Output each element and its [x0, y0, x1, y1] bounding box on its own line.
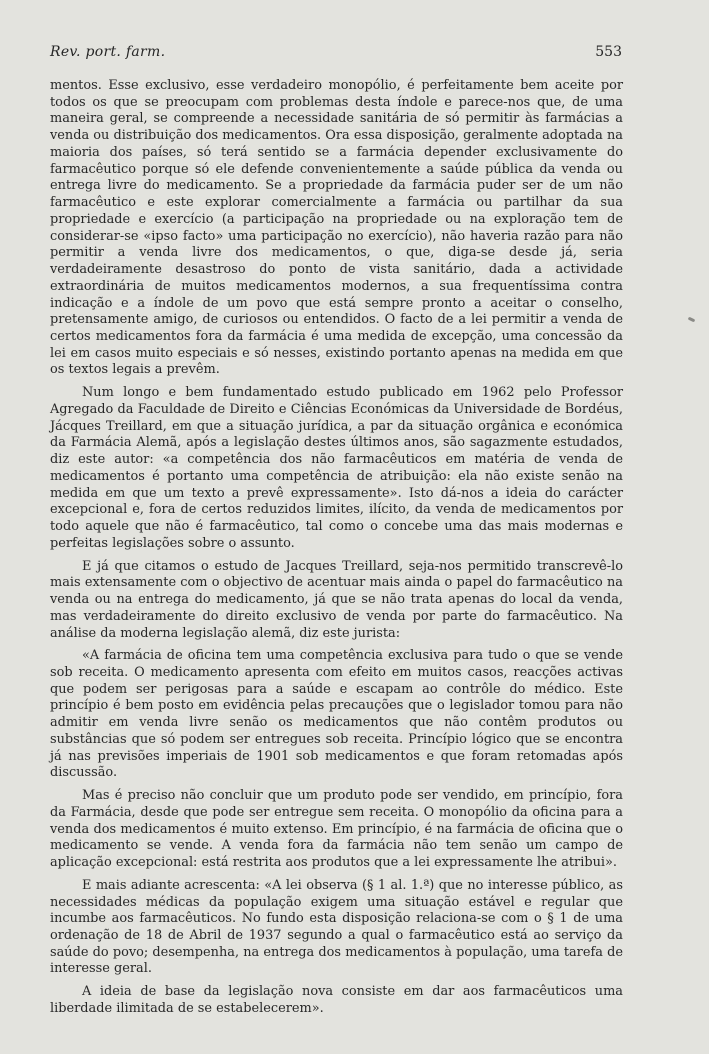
paragraph: mentos. Esse exclusivo, esse verdadeiro monopólio, é perfeitamente bem aceite por todos os que se preocupam com problemas desta índole e parece-nos que, de uma maneira geral, se compreende a necessidade sanitária de só permitir às farmácias a venda ou distribuição dos medicamentos. Ora essa disposição, geralmente adoptada na maioria dos países, só terá sentido se a farmácia depender exclusivamente do farmacêutico porque só ele defende convenientemente a saúde pública da venda ou entrega livre do medicamento. Se a propriedade da farmácia puder ser de um não farmacêutico e este explorar comercialmente a farmácia ou partilhar da sua propriedade e exercício (a participação na propriedade ou na exploração tem de considerar-se «ipso facto» uma participação no exercício), não haveria razão para não permitir a venda livre dos medicamentos, o que, diga-se desde já, seria verdadeiramente desastroso do ponto de vista sanitário, dada a actividade extraordinária de muitos medicamentos modernos, a sua frequentíssima contra indicação e a índole de um povo que está sempre pronto a aceitar o conselho, pretensamente amigo, de curiosos ou entendidos. O facto de a lei permitir a venda de certos medicamentos fora da farmácia é uma medida de excepção, uma concessão da lei em casos muito especiais e só nesses, existindo portanto apenas na medida em que os textos legais a prevêm. — [50, 78, 623, 378]
quoted-paragraph: Mas é preciso não concluir que um produto pode ser vendido, em princípio, fora da Farmácia, desde que pode ser entregue sem receita. O monopólio da oficina para a venda dos medicamentos é muito extenso. Em princípio, é na farmácia de oficina que o medicamento se vende. A venda fora da farmácia não tem senão um campo de aplicação excepcional: está restrita aos produtos que a lei expressamente lhe atribui». — [50, 788, 623, 871]
page-number: 553 — [595, 44, 622, 60]
journal-title: Rev. port. farm. — [50, 44, 166, 60]
paragraph: A ideia de base da legislação nova consiste em dar aos farmacêuticos uma liberdade ilimitada de se estabelecerem». — [50, 984, 623, 1016]
article-body — [50, 78, 623, 1024]
running-header — [50, 44, 622, 64]
quoted-paragraph: «A farmácia de oficina tem uma competência exclusiva para tudo o que se vende sob receita. O medicamento apresenta com efeito em muitos casos, reacções activas que podem ser perigosas para a saúde e escapam ao contrôle do médico. Este princípio é bem posto em evidência pelas precauções que o legislador tomou para não admitir em venda livre senão os medicamentos que não contêm produtos ou substâncias que só podem ser entregues sob receita. Princípio lógico que se encontra já nas previsões imperiais de 1901 sob medicamentos e que foram retomadas após discussão. — [50, 648, 623, 781]
paragraph: E já que citamos o estudo de Jacques Treillard, seja-nos permitido transcrevê-lo mais extensamente com o objectivo de acentuar mais ainda o papel do farmacêutico na venda ou na entrega do medicamento, já que se não trata apenas do local da venda, mas verdadeiramente do direito exclusivo de venda por parte do farmacêutico. Na análise da moderna legislação alemã, diz este jurista: — [50, 558, 623, 641]
paragraph: E mais adiante acrescenta: «A lei observa (§ 1 al. 1.ª) que no interesse público, as necessidades médicas da população exigem uma situação estável e regular que incumbe aos farmacêuticos. No fundo esta disposição relaciona-se com o § 1 de uma ordenação de 18 de Abril de 1937 segundo a qual o farmacêutico está ao serviço da saúde do povo; desempenha, na entrega dos medicamentos à população, uma tarefa de interesse geral. — [50, 877, 623, 977]
margin-mark — [688, 317, 696, 323]
paragraph: Num longo e bem fundamentado estudo publicado em 1962 pelo Professor Agregado da Faculdade de Direito e Ciências Económicas da Universidade de Bordéus, Jácques Treillard, em que a situação jurídica, a par da situação orgânica e económica da Farmácia Alemã, após a legislação destes últimos anos, são sagazmente estudados, diz este autor: «a competência dos não farmacêuticos em matéria de venda de medicamentos é portanto uma competência de atribuição: ela não existe senão na medida em que um texto a prevê expressamente». Isto dá-nos a ideia do carácter excepcional e, fora de certos reduzidos limites, ilícito, da venda de medicamentos por todo aquele que não é farmacêutico, tal como o concebe uma das mais modernas e perfeitas legislações sobre o assunto. — [50, 385, 623, 551]
